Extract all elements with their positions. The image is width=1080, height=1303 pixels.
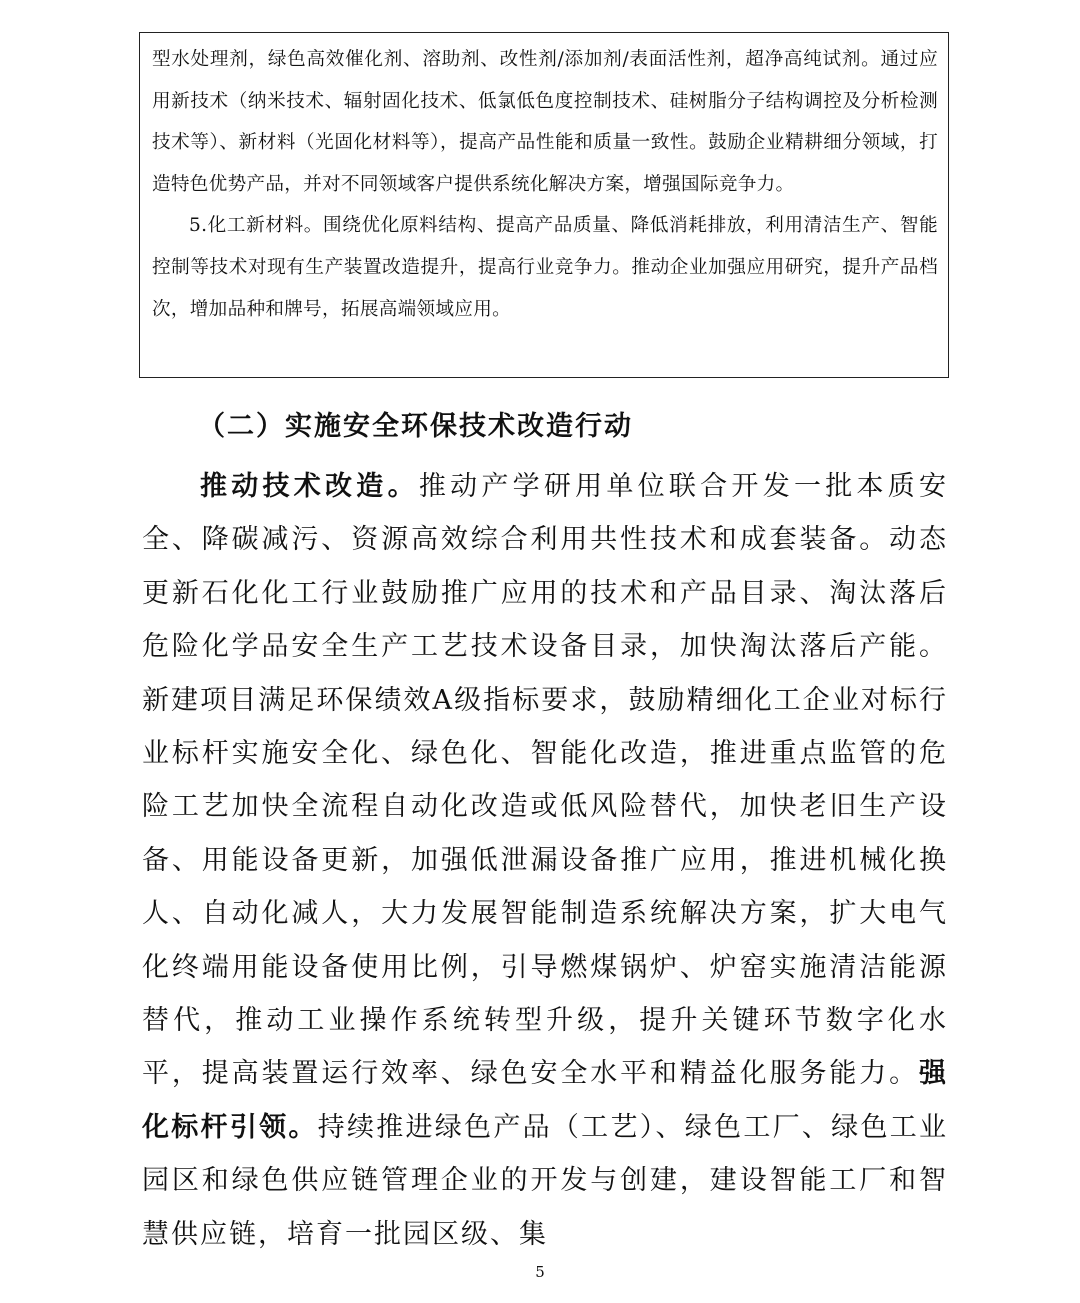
page-number: 5 (535, 1263, 545, 1281)
lead-phrase-benchmark-leadership: 强化标杆引领。 (142, 1058, 948, 1143)
body-paragraph (142, 460, 948, 1261)
body-text-benchmark-leadership: 持续推进绿色产品（工艺）、绿色工厂、绿色工业园区和绿色供应链管理企业的开发与创建，建设智能工厂和智慧供应链，培育一批园区级、集 (142, 1111, 949, 1250)
boxed-text-section (139, 32, 949, 378)
box-paragraph-2: 5.化工新材料。围绕优化原料结构、提高产品质量、降低消耗排放，利用清洁生产、智能控制等技术对现有生产装置改造提升，提高行业竞争力。推动企业加强应用研究，提升产品档次，增加品种和牌号，拓展高端领域应用。 (152, 215, 938, 320)
box-paragraph-1: 型水处理剂，绿色高效催化剂、溶助剂、改性剂/添加剂/表面活性剂，超净高纯试剂。通过应用新技术（纳米技术、辐射固化技术、低氯低色度控制技术、硅树脂分子结构调控及分析检测技术等）、新材料（光固化材料等），提高产品性能和质量一致性。鼓励企业精耕细分领域，打造特色优势产品，并对不同领域客户提供系统化解决方案，增强国际竞争力。 (152, 49, 938, 195)
body-text-technical-upgrade: 推动产学研用单位联合开发一批本质安全、降碳减污、资源高效综合利用共性技术和成套装备。动态更新石化化工行业鼓励推广应用的技术和产品目录、淘汰落后危险化学品安全生产工艺技术设备目录，加快淘汰落后产能。新建项目满足环保绩效A级指标要求，鼓励精细化工企业对标行业标杆实施安全化、绿色化、智能化改造，推进重点监管的危险工艺加快全流程自动化改造或低风险替代，加快老旧生产设备、用能设备更新，加强低泄漏设备推广应用，推进机械化换人、自动化减人，大力发展智能制造系统解决方案，扩大电气化终端用能设备使用比例，引导燃煤锅炉、炉窑实施清洁能源替代，推动工业操作系统转型升级，提升关键环节数字化水平，提高装置运行效率、绿色安全水平和精益化服务能力。 (142, 471, 949, 1090)
lead-phrase-technical-upgrade: 推动技术改造。 (200, 471, 419, 502)
section-heading: （二）实施安全环保技术改造行动 (198, 411, 633, 442)
